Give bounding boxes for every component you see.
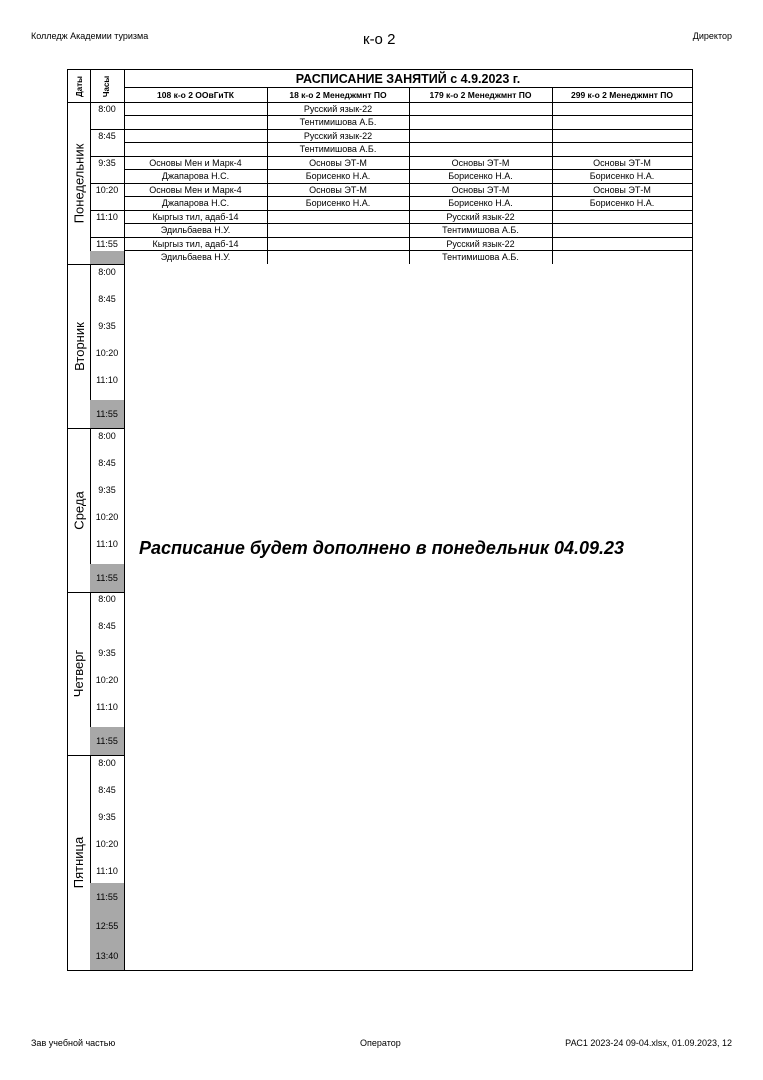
time-cell: 8:45 (98, 621, 116, 631)
lesson-subject: Основы ЭТ-М (451, 158, 510, 168)
time-cell: 9:35 (98, 812, 116, 822)
lesson-teacher: Тентимишова А.Б. (442, 252, 519, 262)
lesson-subject: Кыргыз тил, адаб-14 (152, 239, 239, 249)
time-cell: 10:20 (95, 839, 119, 849)
time-cell: 8:45 (98, 785, 116, 795)
day-tuesday: Вторник (71, 321, 87, 371)
time-cell: 11:55 (96, 239, 118, 249)
time-cell: 8:45 (98, 131, 116, 141)
lesson-subject: Русский язык-22 (446, 212, 515, 222)
footer-file-info: РАС1 2023-24 09-04.xlsx, 01.09.2023, 12 (565, 1038, 732, 1048)
time-cell: 8:00 (98, 104, 116, 114)
lesson-subject: Русский язык-22 (303, 104, 373, 114)
lesson-teacher: Тентимишова А.Б. (299, 117, 377, 127)
column-header-18: 18 к-о 2 Менеджмнт ПО (289, 89, 387, 100)
time-cell: 11:55 (90, 564, 124, 592)
director-label: Директор (692, 31, 732, 41)
time-cell: 9:35 (98, 158, 116, 168)
lesson-subject: Основы ЭТ-М (593, 185, 651, 195)
column-header-179: 179 к-о 2 Менеджмнт ПО (429, 89, 532, 100)
lesson-subject: Основы ЭТ-М (309, 185, 367, 195)
day-wednesday: Среда (71, 490, 87, 530)
schedule-table (67, 69, 693, 971)
time-cell: 8:00 (98, 431, 116, 441)
lesson-teacher: Борисенко Н.А. (305, 198, 371, 208)
time-cell: 11:55 (90, 400, 124, 428)
lesson-subject: Кыргыз тил, адаб-14 (152, 212, 239, 222)
schedule-title: РАСПИСАНИЕ ЗАНЯТИЙ с 4.9.2023 г. (295, 71, 521, 86)
lesson-teacher: Эдильбаева Н.У. (160, 225, 231, 235)
lesson-subject: Основы ЭТ-М (309, 158, 367, 168)
time-cell: 11:10 (96, 212, 118, 222)
schedule-notice: Расписание будет дополнено в понедельник 04.09.23 (138, 538, 625, 558)
footer-head-of-studies: Зав учебной частью (31, 1038, 116, 1048)
time-cell: 10:20 (95, 185, 119, 195)
lesson-subject: Русский язык-22 (303, 131, 373, 141)
lesson-subject: Основы ЭТ-М (593, 158, 651, 168)
lesson-teacher: Борисенко Н.А. (448, 171, 513, 181)
college-name: Колледж Академии туризма (31, 31, 149, 41)
lesson-teacher: Тентимишова А.Б. (299, 144, 377, 154)
time-cell: 8:45 (98, 294, 116, 304)
time-cell: 10:20 (95, 348, 119, 358)
time-cell: 10:20 (95, 512, 119, 522)
time-cell: 11:55 (90, 883, 124, 911)
time-cell: 8:00 (98, 594, 116, 604)
time-cell: 11:10 (96, 375, 118, 385)
time-cell: 8:45 (98, 458, 116, 468)
column-header-108: 108 к-о 2 ООвГиТК (157, 89, 234, 100)
time-cell: 9:35 (98, 321, 116, 331)
time-cell: 8:00 (98, 758, 116, 768)
day-friday: Пятница (71, 836, 87, 889)
lesson-teacher: Джапарова Н.С. (161, 171, 230, 181)
lesson-teacher: Джапарова Н.С. (161, 198, 230, 208)
time-cell: 10:20 (95, 675, 119, 685)
page-title: к-о 2 (363, 31, 396, 48)
lesson-subject: Основы Мен и Марк-4 (149, 158, 242, 168)
column-header-299: 299 к-о 2 Менеджмнт ПО (570, 89, 674, 100)
time-cell: 12:55 (90, 911, 124, 941)
footer-operator: Оператор (360, 1038, 401, 1048)
day-thursday: Четверг (71, 649, 87, 698)
time-cell: 11:10 (96, 702, 118, 712)
time-cell-shade (90, 251, 124, 264)
lesson-teacher: Борисенко Н.А. (589, 171, 655, 181)
time-cell: 13:40 (90, 941, 124, 970)
time-cell: 11:10 (96, 539, 118, 549)
hours-header: Часы (102, 75, 112, 97)
lesson-subject: Основы Мен и Марк-4 (149, 185, 242, 195)
lesson-teacher: Борисенко Н.А. (589, 198, 655, 208)
lesson-teacher: Борисенко Н.А. (448, 198, 513, 208)
time-cell: 8:00 (98, 267, 116, 277)
time-cell: 9:35 (98, 485, 116, 495)
day-monday: Понедельник (71, 143, 87, 223)
time-cell: 9:35 (98, 648, 116, 658)
lesson-subject: Русский язык-22 (446, 239, 515, 249)
lesson-teacher: Тентимишова А.Б. (442, 225, 519, 235)
lesson-teacher: Эдильбаева Н.У. (160, 252, 231, 262)
dates-header: Даты (74, 75, 84, 97)
time-cell: 11:10 (96, 866, 118, 876)
time-cell: 11:55 (90, 727, 124, 755)
lesson-subject: Основы ЭТ-М (451, 185, 510, 195)
lesson-teacher: Борисенко Н.А. (305, 171, 371, 181)
